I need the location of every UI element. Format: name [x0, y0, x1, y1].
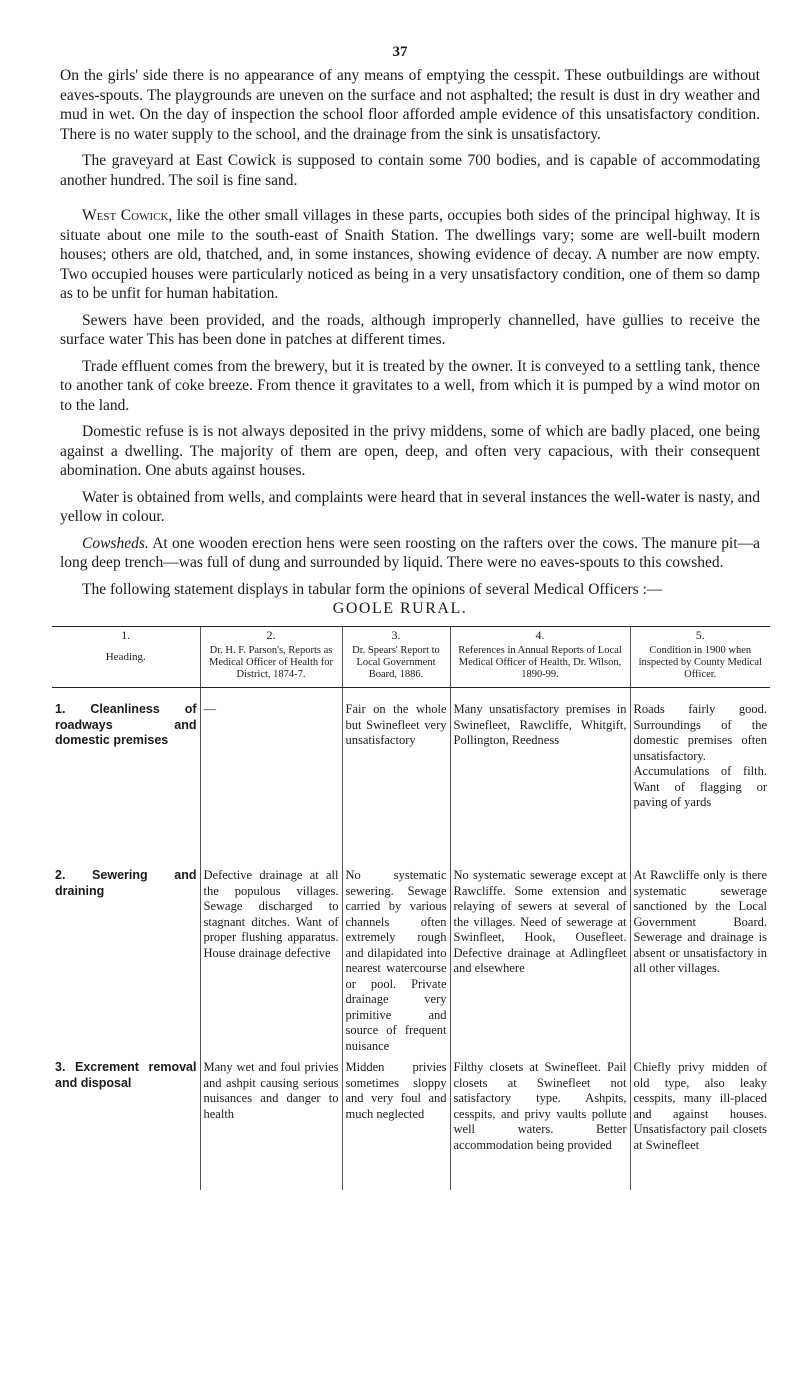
cell-spears: Midden privies sometimes sloppy and very foul and much neglected: [342, 1054, 450, 1190]
col-number: 3.: [391, 628, 401, 642]
cell-wilson: No systematic sewerage except at Rawcliffe. Some extension and relaying of sewers at several of the villages. Need of sewerage at Swinfleet, Hook, Ousefleet. Defective drainage at Adlingfleet and elsewhere: [450, 862, 630, 1054]
table-row: [52, 1054, 770, 1190]
west-cowick-lead: West Cowick,: [82, 207, 173, 224]
paragraph-graveyard: The graveyard at East Cowick is supposed to contain some 700 bodies, and is capable of accommodating another hundred. The soil is fine sand.: [60, 152, 760, 189]
col-label: Condition in 1900 when inspected by County Medical Officer.: [638, 645, 762, 680]
col-header-parson: [200, 627, 342, 688]
west-cowick-text: like the other small villages in these parts, occupies both sides of the principal highway. It is situate about one mile to the south-east of Snaith Station. The dwellings vary; some are well-built modern houses; others are old, thatched, and, in some instances, showing evidence of decay. A number are now empty. Two occupied houses were particularly noticed as being in a very unsatisfactory condition, one of them so damp as to be unfit for human habitation.: [60, 207, 760, 302]
col-label: References in Annual Reports of Local Medical Officer of Health, Dr. Wilson, 1890-99.: [458, 645, 622, 680]
paragraph-following-statement: The following statement displays in tabular form the opinions of several Medical Officers :—: [82, 580, 663, 598]
paragraph-sewers: Sewers have been provided, and the roads, although improperly channelled, have gullies to receive the surface water This has been done in patches at different times.: [60, 311, 760, 348]
col-header-county: [630, 627, 770, 688]
cell-parson: Defective drainage at all the populous villages. Sewage discharged to stagnant ditches. Want of proper flushing apparatus. House drainage defective: [200, 862, 342, 1054]
col-number: 1.: [121, 628, 131, 642]
table-row: [52, 862, 770, 1054]
paragraph-domestic-refuse: Domestic refuse is is not always deposited in the privy middens, some of which are badly placed, one being against a dwelling. The majority of them are open, deep, and often very capacious, with their consequent abomination. One abuts against houses.: [60, 423, 760, 479]
col-label: Dr. Spears' Report to Local Government Board, 1886.: [352, 645, 440, 680]
row-heading: 1. Cleanliness of roadways and domestic premises: [55, 702, 197, 747]
paragraph-trade-effluent: Trade effluent comes from the brewery, but it is treated by the owner. It is conveyed to a settling tank, thence to another tank of coke breeze. From thence it gravitates to a well, from which it is pumped by a wind motor on to the land.: [60, 357, 760, 414]
cell-wilson: Many unsatisfactory premises in Swinefleet, Rawcliffe, Whitgift, Pollington, Reedness: [450, 688, 630, 863]
col-number: 4.: [535, 628, 545, 642]
col-label: Dr. H. F. Parson's, Reports as Medical Officer of Health for District, 1874-7.: [208, 645, 333, 680]
cell-parson: —: [200, 688, 342, 863]
table-row: [52, 688, 770, 863]
cell-spears: No systematic sewering. Sewage carried by various channels often extremely rough and dilapidated into nearest watercourse or pool. Private drainage very primitive and source of frequent nuisance: [342, 862, 450, 1054]
cowsheds-text: At one wooden erection hens were seen roosting on the rafters over the cows. The manure pit—a long deep trench—was full of dung and surrounded by liquid. There were no eaves-spouts to this cowshed.: [60, 534, 760, 571]
cell-county: Roads fairly good. Surroundings of the domestic premises often unsatisfactory. Accumulations of filth. Want of flagging or paving of yards: [630, 688, 770, 863]
cell-spears: Fair on the whole but Swinefleet very unsatisfactory: [342, 688, 450, 863]
col-header-heading: [52, 627, 200, 688]
row-heading: 2. Sewering and draining: [55, 868, 197, 898]
paragraph-west-cowick: [60, 206, 760, 304]
col-number: 5.: [695, 628, 705, 642]
cell-wilson: Filthy closets at Swinefleet. Pail closets at Swinefleet not satisfactory type. Ashpits, cesspits, and privy vaults pollute well waters. Better accommodation being provided: [450, 1054, 630, 1190]
col-header-spears: [342, 627, 450, 688]
row-heading: 3. Excrement removal and disposal: [55, 1060, 197, 1090]
col-header-wilson: [450, 627, 630, 688]
page-number: 37: [392, 44, 408, 60]
table-header-row: [52, 627, 770, 688]
cell-parson: Many wet and foul privies and ashpit causing serious nuisances and danger to health: [200, 1054, 342, 1190]
body-text: [60, 66, 760, 599]
col-number: 2.: [266, 628, 276, 642]
cell-county: Chiefly privy midden of old type, also leaky cesspits, many ill-placed and against houses. Unsatisfactory pail closets at Swinefleet: [630, 1054, 770, 1190]
cowsheds-lead: Cowsheds.: [82, 534, 149, 552]
paragraph-girls-side: On the girls' side there is no appearance of any means of emptying the cesspit. These outbuildings are without eaves-spouts. The playgrounds are uneven on the surface and not asphalted; the result is dust in dry weather and mud in wet. On the day of inspection the school floor afforded ample evidence of this unsatisfactory condition. There is no water supply to the school, and the drainage from the sink is unsatisfactory.: [60, 67, 760, 143]
table-title: GOOLE RURAL.: [332, 600, 468, 617]
paragraph-water: Water is obtained from wells, and complaints were heard that in several instances the well-water is nasty, and yellow in colour.: [60, 488, 760, 525]
opinions-table: [52, 626, 770, 1190]
col-label: Heading.: [105, 651, 146, 663]
paragraph-cowsheds: [60, 534, 760, 573]
cell-county: At Rawcliffe only is there systematic sewerage sanctioned by the Local Government Board. Sewerage and drainage is absent or unsatisfactory in all other villages.: [630, 862, 770, 1054]
